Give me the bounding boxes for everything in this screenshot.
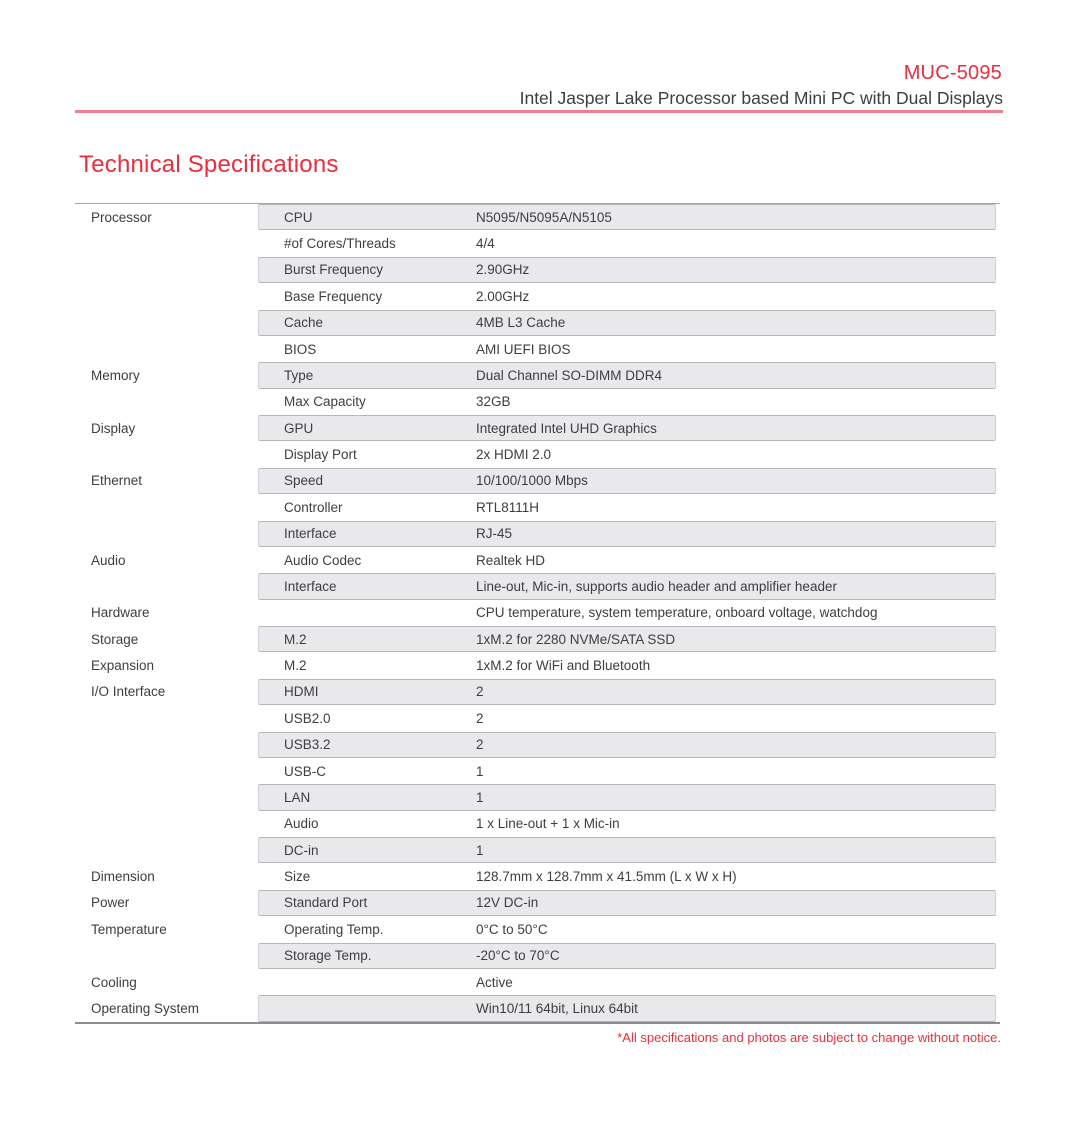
row-category bbox=[75, 310, 258, 336]
row-value: Integrated Intel UHD Graphics bbox=[476, 420, 657, 436]
row-body bbox=[258, 784, 996, 810]
row-body bbox=[258, 732, 996, 758]
row-value: 2 bbox=[476, 737, 484, 753]
spec-row bbox=[75, 310, 1000, 336]
row-label: DC-in bbox=[284, 842, 319, 858]
spec-row bbox=[75, 415, 1000, 441]
row-category bbox=[75, 758, 258, 784]
row-category bbox=[75, 494, 258, 520]
spec-row bbox=[75, 362, 1000, 388]
row-value: Active bbox=[476, 974, 513, 990]
row-label: Burst Frequency bbox=[284, 262, 384, 278]
row-label: GPU bbox=[284, 420, 314, 436]
row-label: USB2.0 bbox=[284, 710, 331, 726]
row-value: 32GB bbox=[476, 394, 511, 410]
row-label: Type bbox=[284, 367, 314, 383]
row-body bbox=[258, 230, 996, 256]
row-label: Interface bbox=[284, 526, 337, 542]
product-model: MUC-5095 bbox=[903, 62, 1002, 84]
row-value: 1 bbox=[476, 789, 484, 805]
row-value: CPU temperature, system temperature, onboard voltage, watchdog bbox=[476, 605, 878, 621]
row-label: Controller bbox=[284, 499, 343, 515]
row-value: 4/4 bbox=[476, 236, 495, 252]
row-body bbox=[258, 573, 996, 599]
row-category: Operating System bbox=[91, 1000, 200, 1016]
row-value: 128.7mm x 128.7mm x 41.5mm (L x W x H) bbox=[476, 869, 737, 885]
spec-row bbox=[75, 336, 1000, 362]
row-value: -20°C to 70°C bbox=[476, 948, 560, 964]
row-value: RJ-45 bbox=[476, 526, 513, 542]
row-category bbox=[75, 573, 258, 599]
row-value: 2 bbox=[476, 684, 484, 700]
row-label: Audio Codec bbox=[284, 552, 362, 568]
row-body bbox=[258, 441, 996, 467]
row-category: Power bbox=[91, 895, 130, 911]
row-category bbox=[75, 705, 258, 731]
spec-row bbox=[75, 626, 1000, 652]
row-value: AMI UEFI BIOS bbox=[476, 341, 571, 357]
row-body bbox=[258, 863, 996, 889]
row-label: HDMI bbox=[284, 684, 319, 700]
row-body bbox=[258, 204, 996, 230]
row-category: Ethernet bbox=[91, 473, 143, 489]
row-value: Win10/11 64bit, Linux 64bit bbox=[476, 1000, 638, 1016]
spec-row bbox=[75, 943, 1000, 969]
row-category: I/O Interface bbox=[91, 684, 166, 700]
row-body bbox=[258, 600, 996, 626]
spec-row bbox=[75, 494, 1000, 520]
row-value: 0°C to 50°C bbox=[476, 921, 548, 937]
row-body bbox=[258, 969, 996, 995]
row-label: USB3.2 bbox=[284, 737, 331, 753]
row-label: USB-C bbox=[284, 763, 327, 779]
row-category: Memory bbox=[91, 367, 140, 383]
row-category: Display bbox=[91, 420, 136, 436]
row-category bbox=[75, 441, 258, 467]
row-value: Dual Channel SO-DIMM DDR4 bbox=[476, 367, 663, 383]
row-body bbox=[258, 468, 996, 494]
row-value: 2.00GHz bbox=[476, 288, 530, 304]
row-category bbox=[75, 336, 258, 362]
row-label: M.2 bbox=[284, 658, 307, 674]
row-value: 2 bbox=[476, 710, 484, 726]
row-body bbox=[258, 811, 996, 837]
row-body bbox=[258, 494, 996, 520]
row-label: Base Frequency bbox=[284, 288, 383, 304]
row-value: 1 bbox=[476, 763, 484, 779]
row-body bbox=[258, 336, 996, 362]
row-label: Size bbox=[284, 869, 311, 885]
row-body bbox=[258, 521, 996, 547]
spec-row bbox=[75, 837, 1000, 863]
spec-row bbox=[75, 705, 1000, 731]
row-label: Standard Port bbox=[284, 895, 368, 911]
row-label: Operating Temp. bbox=[284, 921, 384, 937]
row-category: Cooling bbox=[91, 974, 137, 990]
row-label: BIOS bbox=[284, 341, 317, 357]
row-label: Max Capacity bbox=[284, 394, 366, 410]
row-label: Display Port bbox=[284, 447, 357, 463]
spec-row bbox=[75, 204, 1000, 230]
spec-row bbox=[75, 679, 1000, 705]
spec-row bbox=[75, 600, 1000, 626]
row-value: Realtek HD bbox=[476, 552, 546, 568]
row-body bbox=[258, 283, 996, 309]
row-label: Storage Temp. bbox=[284, 948, 372, 964]
footnote: *All specifications and photos are subject to change without notice. bbox=[617, 1030, 1001, 1045]
row-category bbox=[75, 389, 258, 415]
row-body bbox=[258, 310, 996, 336]
row-category: Hardware bbox=[91, 605, 150, 621]
spec-row bbox=[75, 732, 1000, 758]
row-label: M.2 bbox=[284, 631, 307, 647]
row-category bbox=[75, 943, 258, 969]
row-category: Audio bbox=[91, 552, 126, 568]
row-category: Storage bbox=[91, 631, 139, 647]
row-body bbox=[258, 916, 996, 942]
row-value: 1xM.2 for WiFi and Bluetooth bbox=[476, 658, 651, 674]
spec-row bbox=[75, 890, 1000, 916]
row-label: Interface bbox=[284, 578, 337, 594]
row-body bbox=[258, 705, 996, 731]
spec-row bbox=[75, 547, 1000, 573]
spec-row bbox=[75, 863, 1000, 889]
row-category bbox=[75, 257, 258, 283]
spec-row bbox=[75, 758, 1000, 784]
row-category bbox=[75, 732, 258, 758]
row-body bbox=[258, 679, 996, 705]
row-value: 1xM.2 for 2280 NVMe/SATA SSD bbox=[476, 631, 676, 647]
row-category bbox=[75, 811, 258, 837]
row-value: Line-out, Mic-in, supports audio header and amplifier header bbox=[476, 578, 837, 594]
row-category bbox=[75, 837, 258, 863]
row-body bbox=[258, 943, 996, 969]
row-body bbox=[258, 362, 996, 388]
spec-row bbox=[75, 995, 1000, 1021]
spec-row bbox=[75, 257, 1000, 283]
spec-table bbox=[75, 203, 1000, 1024]
product-subtitle: Intel Jasper Lake Processor based Mini PC with Dual Displays bbox=[519, 88, 1003, 108]
row-value: RTL8111H bbox=[476, 499, 540, 515]
spec-row bbox=[75, 389, 1000, 415]
header-rule bbox=[75, 110, 1003, 113]
row-category: Temperature bbox=[91, 921, 167, 937]
spec-row bbox=[75, 283, 1000, 309]
spec-row bbox=[75, 784, 1000, 810]
spec-row bbox=[75, 521, 1000, 547]
row-label: CPU bbox=[284, 209, 313, 225]
row-category: Expansion bbox=[91, 658, 155, 674]
row-body bbox=[258, 890, 996, 916]
row-value: 2x HDMI 2.0 bbox=[476, 447, 552, 463]
row-value: 4MB L3 Cache bbox=[476, 315, 566, 331]
row-label: Cache bbox=[284, 315, 324, 331]
row-body bbox=[258, 837, 996, 863]
spec-row bbox=[75, 230, 1000, 256]
row-label: #of Cores/Threads bbox=[284, 236, 396, 252]
spec-row bbox=[75, 468, 1000, 494]
row-category: Dimension bbox=[91, 869, 155, 885]
row-label: Audio bbox=[284, 816, 319, 832]
row-value: 1 x Line-out + 1 x Mic-in bbox=[476, 816, 620, 832]
row-value: 2.90GHz bbox=[476, 262, 530, 278]
row-label: LAN bbox=[284, 789, 311, 805]
row-body bbox=[258, 547, 996, 573]
row-body bbox=[258, 626, 996, 652]
row-category bbox=[75, 283, 258, 309]
spec-row bbox=[75, 916, 1000, 942]
spec-row bbox=[75, 573, 1000, 599]
spec-row bbox=[75, 652, 1000, 678]
row-body bbox=[258, 652, 996, 678]
row-label: Speed bbox=[284, 473, 324, 489]
row-category bbox=[75, 784, 258, 810]
spec-row bbox=[75, 969, 1000, 995]
row-body bbox=[258, 995, 996, 1021]
section-title: Technical Specifications bbox=[79, 151, 339, 178]
row-category bbox=[75, 521, 258, 547]
row-value: N5095/N5095A/N5105 bbox=[476, 209, 612, 225]
row-body bbox=[258, 758, 996, 784]
row-body bbox=[258, 389, 996, 415]
row-category bbox=[75, 230, 258, 256]
row-value: 10/100/1000 Mbps bbox=[476, 473, 588, 489]
row-value: 1 bbox=[476, 842, 484, 858]
row-value: 12V DC-in bbox=[476, 895, 539, 911]
spec-row bbox=[75, 441, 1000, 467]
spec-row bbox=[75, 811, 1000, 837]
row-body bbox=[258, 415, 996, 441]
row-category: Processor bbox=[91, 209, 152, 225]
row-body bbox=[258, 257, 996, 283]
